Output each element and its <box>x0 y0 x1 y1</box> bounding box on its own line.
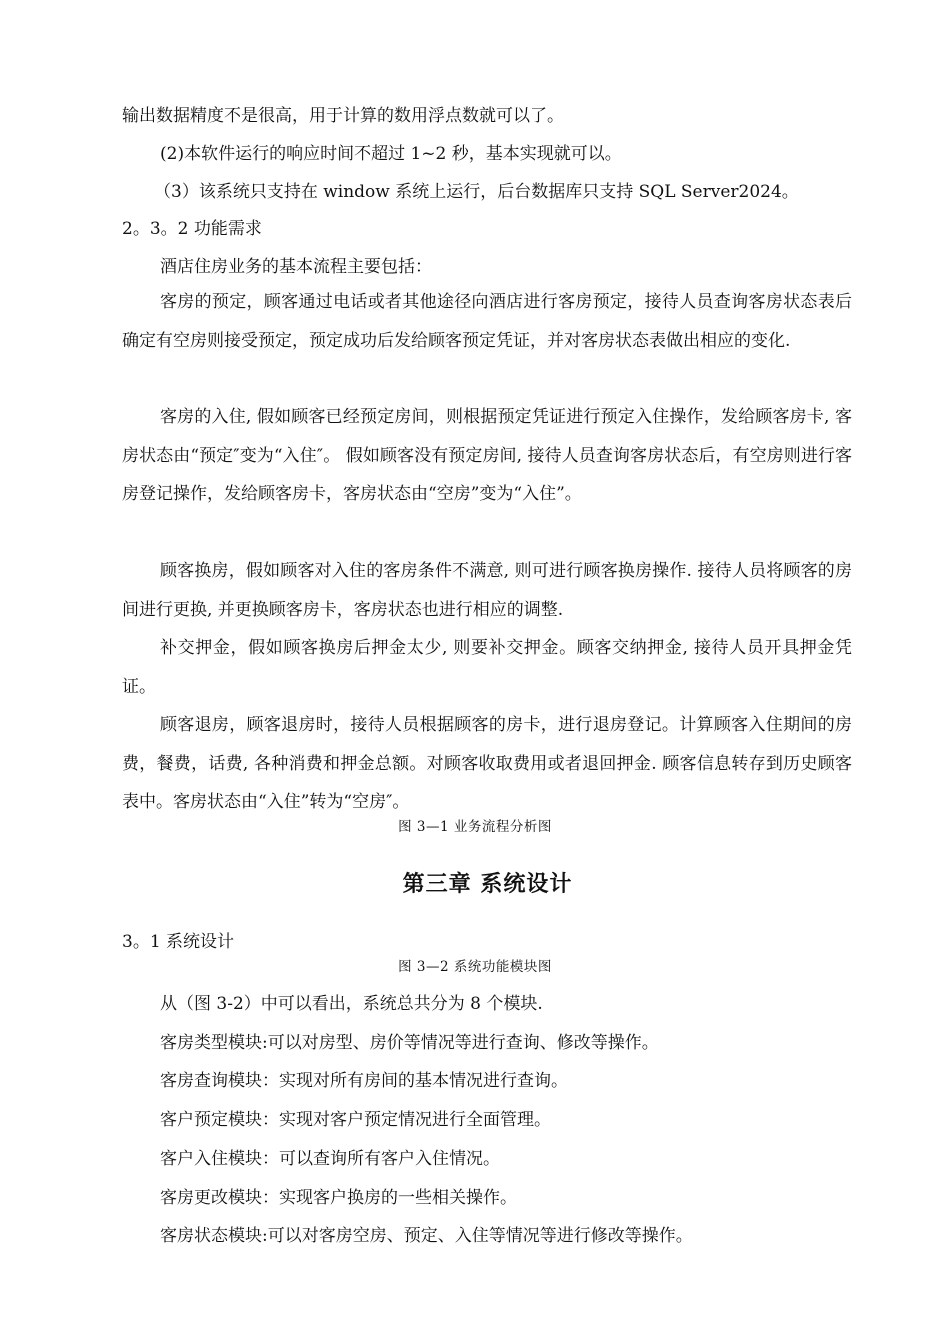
top-line: 输出数据精度不是很高，用于计算的数用浮点数就可以了。 <box>122 106 564 126</box>
requirement-2: (2)本软件运行的响应时间不超过 1~2 秒，基本实现就可以。 <box>160 144 622 164</box>
requirement-3: （3）该系统只支持在 window 系统上运行，后台数据库只支持 SQL Server2024。 <box>154 182 799 202</box>
paragraph-room-change: 顾客换房，假如顾客对入住的客房条件不满意, 则可进行顾客换房操作. 接待人员将顾客的房间进行更换, 并更换顾客房卡，客房状态也进行相应的调整. <box>122 561 852 620</box>
figure-caption-3-2: 图 3—2 系统功能模块图 <box>398 959 552 975</box>
list-item: 从（图 3-2）中可以看出，系统总共分为 8 个模块. <box>160 994 543 1014</box>
paragraph-deposit: 补交押金，假如顾客换房后押金太少, 则要补交押金。顾客交纳押金, 接待人员开具押金凭证。 <box>122 638 852 697</box>
list-item: 客房更改模块：实现客户换房的一些相关操作。 <box>160 1187 517 1208</box>
paragraph-checkin: 客房的入住, 假如顾客已经预定房间，则根据预定凭证进行预定入住操作，发给顾客房卡, 客房状态由“预定″变为“入住″。 假如顾客没有预定房间, 接待人员查询客房状态后，有空房则进行客房登记操作，发给顾客房卡，客房状态由“空房”变为“入住”。 <box>122 407 852 504</box>
figure-caption-3-1: 图 3—1 业务流程分析图 <box>398 819 552 835</box>
intro-line: 酒店住房业务的基本流程主要包括： <box>160 257 432 277</box>
paragraph-reservation: 客房的预定，顾客通过电话或者其他途径向酒店进行客房预定，接待人员查询客房状态表后确定有空房则接受预定，预定成功后发给顾客预定凭证，并对客房状态表做出相应的变化. <box>122 292 852 351</box>
module-list <box>160 985 693 1256</box>
list-item: 客房状态模块:可以对客房空房、预定、入住等情况等进行修改等操作。 <box>160 1226 693 1247</box>
section-heading-2-3-2: 2。3。2 功能需求 <box>122 219 262 239</box>
paragraph-checkout: 顾客退房，顾客退房时，接待人员根据顾客的房卡，进行退房登记。计算顾客入住期间的房费，餐费，话费, 各种消费和押金总额。对顾客收取费用或者退回押金. 顾客信息转存到历史顾客表中。客房状态由“入住”转为“空房″。 <box>122 715 852 812</box>
list-item: 客户预定模块：实现对客户预定情况进行全面管理。 <box>160 1110 551 1131</box>
list-item: 客户入住模块：可以查询所有客户入住情况。 <box>160 1148 500 1169</box>
section-heading-3-1: 3。1 系统设计 <box>122 932 235 952</box>
chapter-title: 第三章 系统设计 <box>402 871 573 897</box>
list-item: 客房类型模块:可以对房型、房价等情况等进行查询、修改等操作。 <box>160 1032 659 1053</box>
list-item: 客房查询模块：实现对所有房间的基本情况进行查询。 <box>160 1071 568 1092</box>
